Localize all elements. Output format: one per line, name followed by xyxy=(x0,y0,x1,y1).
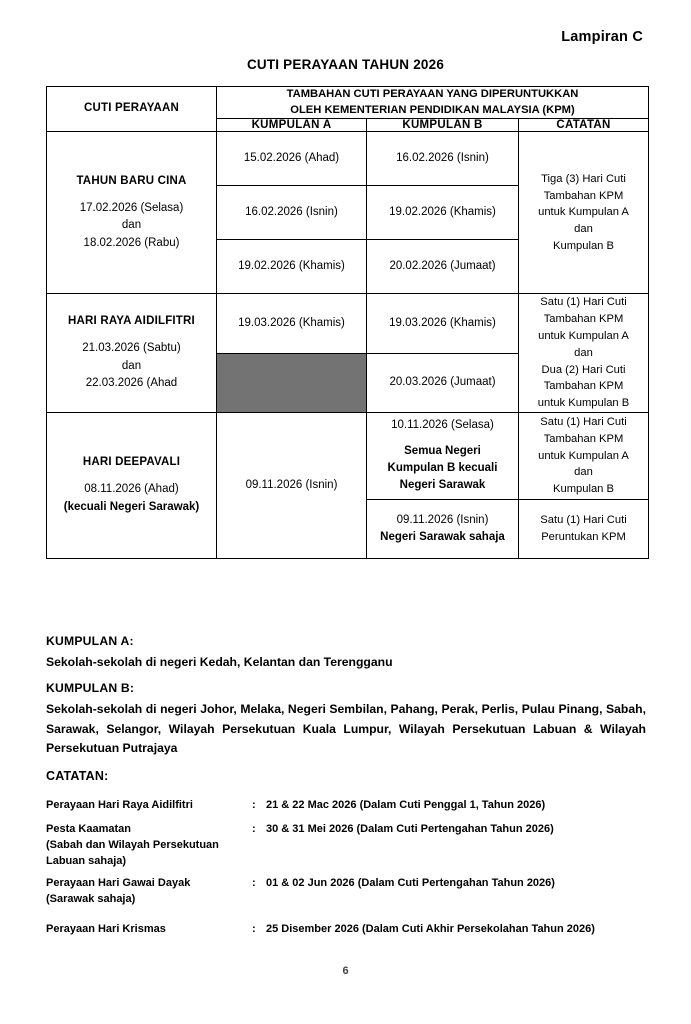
cina-kumpulan-b-date-2: 19.02.2026 (Khamis) xyxy=(367,186,519,240)
catatan-line: untuk Kumpulan A xyxy=(538,329,629,342)
catatan-item-separator: : xyxy=(252,799,256,811)
festival-name: TAHUN BARU CINA xyxy=(76,174,187,187)
catatan-line: Tambahan KPM xyxy=(543,432,624,445)
catatan-item-sublabel: Labuan sahaja) xyxy=(46,854,127,867)
festival-date-2: 18.02.2026 (Rabu) xyxy=(83,237,180,250)
catatan-item-label: Perayaan Hari Gawai Dayak xyxy=(46,876,191,889)
header-kumpulan-a: KUMPULAN A xyxy=(217,119,367,132)
catatan-line: Tiga (3) Hari Cuti xyxy=(541,172,626,185)
catatan-line: dan xyxy=(574,223,593,236)
catatan-item xyxy=(46,798,651,814)
catatan-item-sublabel: (Sabah dan Wilayah Persekutuan xyxy=(46,838,219,851)
catatan-item xyxy=(46,922,651,938)
catatan-line: Tambahan KPM xyxy=(543,189,624,202)
appendix-label: Lampiran C xyxy=(561,29,643,45)
page-title: CUTI PERAYAAN TAHUN 2026 xyxy=(246,57,445,72)
catatan-item-value: 01 & 02 Jun 2026 (Dalam Cuti Pertengahan Tahun 2026) xyxy=(266,876,555,889)
catatan-item-separator: : xyxy=(252,822,256,835)
catatan-item xyxy=(46,876,651,908)
catatan-item-separator: : xyxy=(252,876,256,889)
deepavali-catatan-cell-1 xyxy=(519,412,649,499)
festival-date-1: 08.11.2026 (Ahad) xyxy=(84,483,179,496)
holiday-table xyxy=(46,86,649,559)
header-cuti-perayaan: CUTI PERAYAAN xyxy=(47,87,217,132)
catatan-item-label: Perayaan Hari Raya Aidilfitri xyxy=(46,799,193,811)
header-catatan: CATATAN xyxy=(519,119,649,132)
table-row-tahun-baru-cina-1 xyxy=(47,132,649,186)
holiday-table-wrapper xyxy=(46,86,648,559)
aidilfitri-kumpulan-a-date-1: 19.03.2026 (Khamis) xyxy=(217,294,367,353)
aidilfitri-catatan-cell xyxy=(519,294,649,413)
cina-kumpulan-a-date-1: 15.02.2026 (Ahad) xyxy=(217,132,367,186)
header-tambahan-group xyxy=(217,87,649,119)
catatan-item-label: Pesta Kaamatan xyxy=(46,822,131,835)
catatan-item-sublabel: (Sarawak sahaja) xyxy=(46,892,136,905)
festival-date-1: 21.03.2026 (Sabtu) xyxy=(82,341,181,354)
kumpulan-a-heading: KUMPULAN A: xyxy=(46,634,134,648)
festival-date-1: 17.02.2026 (Selasa) xyxy=(79,201,184,214)
header-tambahan-line2: OLEH KEMENTERIAN PENDIDIKAN MALAYSIA (KPM) xyxy=(290,103,575,116)
catatan-line: Tambahan KPM xyxy=(543,380,624,393)
kumpulan-a-definition xyxy=(46,632,646,673)
catatan-item-label-group xyxy=(46,822,246,870)
festival-exception-note: (kecuali Negeri Sarawak) xyxy=(63,500,200,513)
cina-kumpulan-b-date-3: 20.02.2026 (Jumaat) xyxy=(367,240,519,294)
festival-date-2: 22.03.2026 (Ahad xyxy=(85,377,178,390)
catatan-line: Peruntukan KPM xyxy=(541,530,626,543)
festival-cell-tahun-baru-cina xyxy=(47,132,217,294)
aidilfitri-kumpulan-a-empty-block xyxy=(217,353,367,412)
catatan-item xyxy=(46,822,651,870)
festival-cell-hari-deepavali xyxy=(47,412,217,558)
deepavali-kumpulan-a-date: 09.11.2026 (Isnin) xyxy=(217,412,367,558)
catatan-item-label-group xyxy=(46,876,246,908)
cina-catatan-cell xyxy=(519,132,649,294)
table-row-aidilfitri-1 xyxy=(47,294,649,353)
deepavali-kumpulan-b-note-1: Semua Negeri xyxy=(404,444,481,457)
cina-kumpulan-a-date-3: 19.02.2026 (Khamis) xyxy=(217,240,367,294)
cina-kumpulan-b-date-1: 16.02.2026 (Isnin) xyxy=(367,132,519,186)
catatan-list xyxy=(46,798,651,946)
catatan-line: Kumpulan B xyxy=(553,483,614,496)
kumpulan-b-definition xyxy=(46,679,646,759)
kumpulan-a-body: Sekolah-sekolah di negeri Kedah, Kelantan dan Terengganu xyxy=(46,654,393,669)
catatan-line: Kumpulan B xyxy=(553,240,614,253)
deepavali-kumpulan-b-note-3: Negeri Sarawak xyxy=(399,479,486,492)
festival-name: HARI RAYA AIDILFITRI xyxy=(68,315,195,327)
catatan-line: Satu (1) Hari Cuti xyxy=(540,415,627,428)
deepavali-kumpulan-b-cell-1 xyxy=(367,412,519,499)
catatan-section-title: CATATAN: xyxy=(46,769,109,783)
deepavali-kumpulan-b-note-2: Kumpulan B kecuali xyxy=(387,461,498,474)
catatan-line: untuk Kumpulan A xyxy=(538,206,629,219)
catatan-line: Tambahan KPM xyxy=(543,313,624,326)
table-header-row-1 xyxy=(47,87,649,119)
header-tambahan-line1: TAMBAHAN CUTI PERAYAAN YANG DIPERUNTUKKAN xyxy=(286,88,579,100)
deepavali-kumpulan-b-cell-2 xyxy=(367,499,519,558)
cina-kumpulan-a-date-2: 16.02.2026 (Isnin) xyxy=(217,186,367,240)
catatan-line: Satu (1) Hari Cuti xyxy=(540,296,627,309)
festival-conjunction: dan xyxy=(121,219,142,232)
table-row-deepavali-1 xyxy=(47,412,649,499)
catatan-line: dan xyxy=(574,466,593,479)
page-number: 6 xyxy=(342,965,349,977)
festival-name: HARI DEEPAVALI xyxy=(82,456,181,469)
kumpulan-b-heading: KUMPULAN B: xyxy=(46,681,135,695)
catatan-line: untuk Kumpulan A xyxy=(538,449,629,462)
catatan-item-value: 30 & 31 Mei 2026 (Dalam Cuti Pertengahan Tahun 2026) xyxy=(266,822,554,835)
header-kumpulan-b: KUMPULAN B xyxy=(367,119,519,132)
catatan-item-value: 25 Disember 2026 (Dalam Cuti Akhir Persekolahan Tahun 2026) xyxy=(266,922,595,935)
catatan-line: dan xyxy=(574,346,593,359)
kumpulan-b-body: Sekolah-sekolah di negeri Johor, Melaka, Negeri Sembilan, Pahang, Perak, Perlis, Pulau Pinang, Sabah, Sarawak, Selangor, Wilayah Persekutuan Kuala Lumpur, Wilayah Persekutuan Labuan & Wilayah Persekutuan Putrajaya xyxy=(46,701,646,756)
deepavali-kumpulan-b-date-2: 09.11.2026 (Isnin) xyxy=(396,513,489,526)
catatan-line: Dua (2) Hari Cuti xyxy=(541,363,626,376)
catatan-line: Satu (1) Hari Cuti xyxy=(540,514,627,527)
catatan-line: untuk Kumpulan B xyxy=(537,397,630,410)
deepavali-kumpulan-b-note-4: Negeri Sarawak sahaja xyxy=(380,530,505,543)
deepavali-kumpulan-b-date-1: 10.11.2026 (Selasa) xyxy=(391,419,494,432)
festival-cell-hari-raya-aidilfitri xyxy=(47,294,217,413)
deepavali-catatan-cell-2 xyxy=(519,499,649,558)
festival-conjunction: dan xyxy=(121,359,142,372)
aidilfitri-kumpulan-b-date-2: 20.03.2026 (Jumaat) xyxy=(367,353,519,412)
catatan-item-separator: : xyxy=(252,922,256,935)
catatan-item-value: 21 & 22 Mac 2026 (Dalam Cuti Penggal 1, Tahun 2026) xyxy=(266,799,546,811)
catatan-item-label: Perayaan Hari Krismas xyxy=(46,922,166,935)
aidilfitri-kumpulan-b-date-1: 19.03.2026 (Khamis) xyxy=(367,294,519,353)
